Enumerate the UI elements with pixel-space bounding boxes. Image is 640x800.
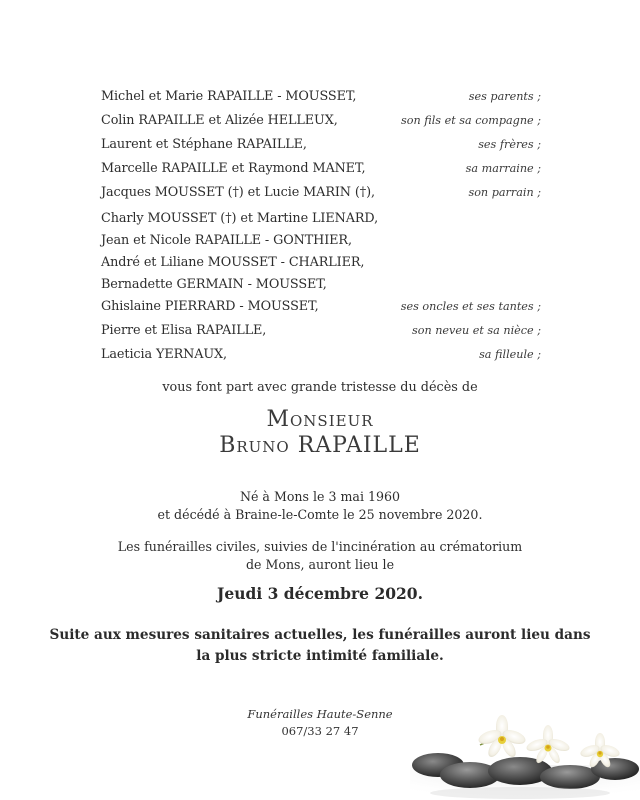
notice-line-2: la plus stricte intimité familiale. (196, 648, 444, 664)
deceased-name: Bruno RAPAILLE (219, 433, 421, 458)
family-relation: ses frères ; (478, 138, 541, 151)
family-names: Laurent et Stéphane RAPAILLE, (101, 137, 307, 152)
funeral-date: Jeudi 3 décembre 2020. (217, 584, 423, 603)
family-names: André et Liliane MOUSSET - CHARLIER, (101, 255, 365, 270)
family-relation: sa marraine ; (465, 162, 541, 175)
family-row-nephew-niece (101, 320, 541, 342)
stone-icon (540, 765, 600, 789)
family-names: Michel et Marie RAPAILLE - MOUSSET, (101, 89, 357, 104)
family-row-parents (101, 86, 541, 108)
funeral-director-name: Funérailles Haute-Senne (247, 707, 393, 721)
family-names: Marcelle RAPAILLE et Raymond MANET, (101, 161, 366, 176)
announcement-text: vous font part avec grande tristesse du décès de (162, 380, 478, 395)
family-list (101, 86, 541, 366)
family-names: Jacques MOUSSET (†) et Lucie MARIN (†), (101, 185, 375, 200)
deceased-title: Monsieur (266, 407, 374, 432)
family-relation: ses oncles et ses tantes ; (400, 300, 541, 313)
family-relation: son fils et sa compagne ; (401, 114, 541, 127)
family-relation: son parrain ; (468, 186, 541, 199)
notice-line-1: Suite aux mesures sanitaires actuelles, les funérailles auront lieu dans (49, 627, 591, 643)
birth-death-info (0, 488, 640, 524)
family-relation: sa filleule ; (479, 348, 541, 361)
family-names: Bernadette GERMAIN - MOUSSET, (101, 277, 327, 292)
funeral-director-phone: 067/33 27 47 (281, 724, 359, 738)
funeral-info (0, 538, 640, 574)
family-names: Ghislaine PIERRARD - MOUSSET, (101, 299, 319, 314)
family-relation: son neveu et sa nièce ; (411, 324, 541, 337)
family-row-goddaughter (101, 344, 541, 366)
family-row-brothers (101, 134, 541, 156)
funeral-line-1: Les funérailles civiles, suivies de l'incinération au crématorium (117, 539, 523, 554)
family-names: Jean et Nicole RAPAILLE - GONTHIER, (101, 233, 352, 248)
family-names: Laeticia YERNAUX, (101, 347, 228, 362)
death-line: et décédé à Braine-le-Comte le 25 novembre 2020. (157, 507, 483, 522)
family-names: Charly MOUSSET (†) et Martine LIENARD, (101, 211, 379, 226)
birth-line: Né à Mons le 3 mai 1960 (239, 489, 401, 504)
deceased-name-block (0, 407, 640, 459)
family-row-godfather (101, 182, 541, 204)
stones-and-orchids-decoration (410, 705, 640, 800)
family-row-godmother (101, 158, 541, 180)
orchid-flower-icon (477, 715, 528, 759)
family-relation: ses parents ; (468, 90, 541, 103)
funeral-line-2: de Mons, auront lieu le (245, 557, 395, 572)
family-row-son (101, 110, 541, 132)
family-names: Colin RAPAILLE et Alizée HELLEUX, (101, 113, 338, 128)
family-names: Pierre et Elisa RAPAILLE, (101, 323, 267, 338)
sanitary-notice (0, 625, 640, 667)
family-row-uncles-aunts (101, 208, 541, 318)
